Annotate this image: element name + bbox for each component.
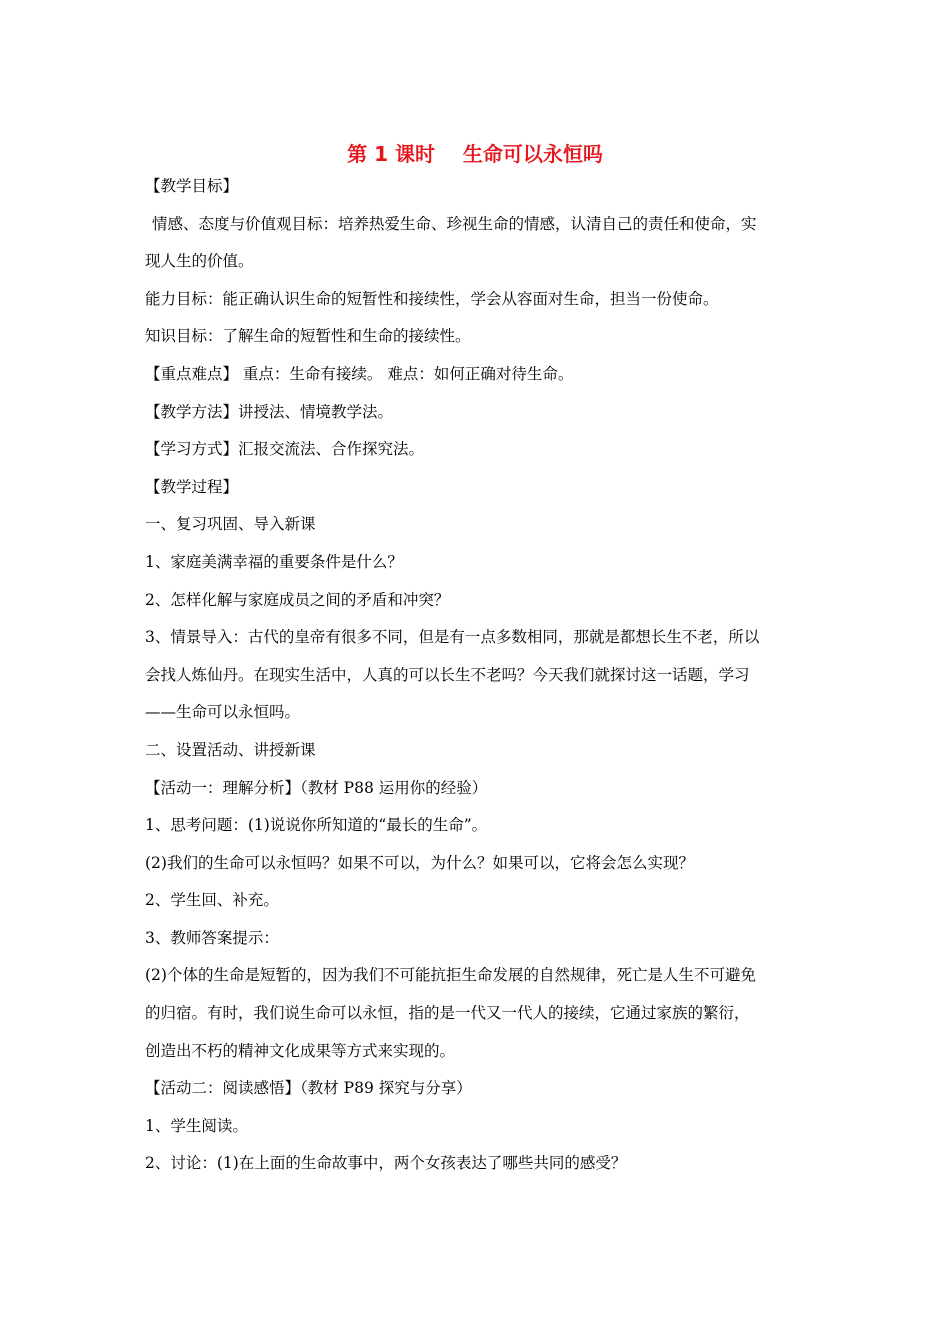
activity-heading: 【活动一：理解分析】（教材 P88 运用你的经验） — [145, 778, 488, 797]
paragraph-line: 现人生的价值。 — [145, 252, 254, 271]
paragraph-line: 知识目标：了解生命的短暂性和生命的接续性。 — [145, 327, 471, 346]
list-item: 3、教师答案提示： — [145, 928, 279, 947]
section-heading-objectives: 【教学目标】 — [145, 177, 239, 195]
activity-heading: 【活动二：阅读感悟】（教材 P89 探究与分享） — [145, 1079, 472, 1098]
paragraph-line: (2)个体的生命是短暂的，因为我们不可能抗拒生命发展的自然规律，死亡是人生不可避免 — [145, 966, 756, 985]
subsection-heading: 二、设置活动、讲授新课 — [145, 740, 316, 759]
list-item: 2、讨论：(1)在上面的生命故事中，两个女孩表达了哪些共同的感受？ — [145, 1154, 627, 1173]
paragraph-line: ——生命可以永恒吗。 — [145, 703, 301, 722]
list-item: 3、情景导入：古代的皇帝有很多不同，但是有一点多数相同，那就是都想长生不老，所以 — [145, 628, 760, 647]
list-item: 1、家庭美满幸福的重要条件是什么？ — [145, 552, 403, 571]
list-item: 2、学生回、补充。 — [145, 891, 279, 910]
paragraph-line: 的归宿。有时，我们说生命可以永恒，指的是一代又一代人的接续，它通过家族的繁衍， — [145, 1004, 750, 1023]
section-heading-key-points: 【重点难点】 重点：生命有接续。 难点：如何正确对待生命。 — [145, 364, 574, 383]
list-item: 1、学生阅读。 — [145, 1116, 248, 1135]
document-body — [145, 176, 810, 1191]
list-item: 1、思考问题：(1)说说你所知道的“最长的生命”。 — [145, 816, 488, 835]
paragraph-line: 情感、态度与价值观目标：培养热爱生命、珍视生命的情感，认清自己的责任和使命，实 — [152, 214, 757, 233]
subsection-heading: 一、复习巩固、导入新课 — [145, 515, 316, 534]
paragraph-line: 创造出不朽的精神文化成果等方式来实现的。 — [145, 1041, 456, 1060]
section-heading-process: 【教学过程】 — [145, 477, 239, 496]
paragraph-line: 会找人炼仙丹。在现实生活中，人真的可以长生不老吗？今天我们就探讨这一话题，学习 — [145, 665, 750, 684]
lesson-title: 第 1 课时 生命可以永恒吗 — [347, 142, 603, 166]
paragraph-line: (2)我们的生命可以永恒吗？如果不可以，为什么？如果可以，它将会怎么实现？ — [145, 853, 694, 872]
paragraph-line: 能力目标：能正确认识生命的短暂性和接续性，学会从容面对生命，担当一份使命。 — [145, 289, 719, 308]
section-heading-learning: 【学习方式】汇报交流法、合作探究法。 — [145, 440, 425, 459]
section-heading-methods: 【教学方法】讲授法、情境教学法。 — [145, 402, 394, 421]
list-item: 2、怎样化解与家庭成员之间的矛盾和冲突？ — [145, 590, 450, 609]
